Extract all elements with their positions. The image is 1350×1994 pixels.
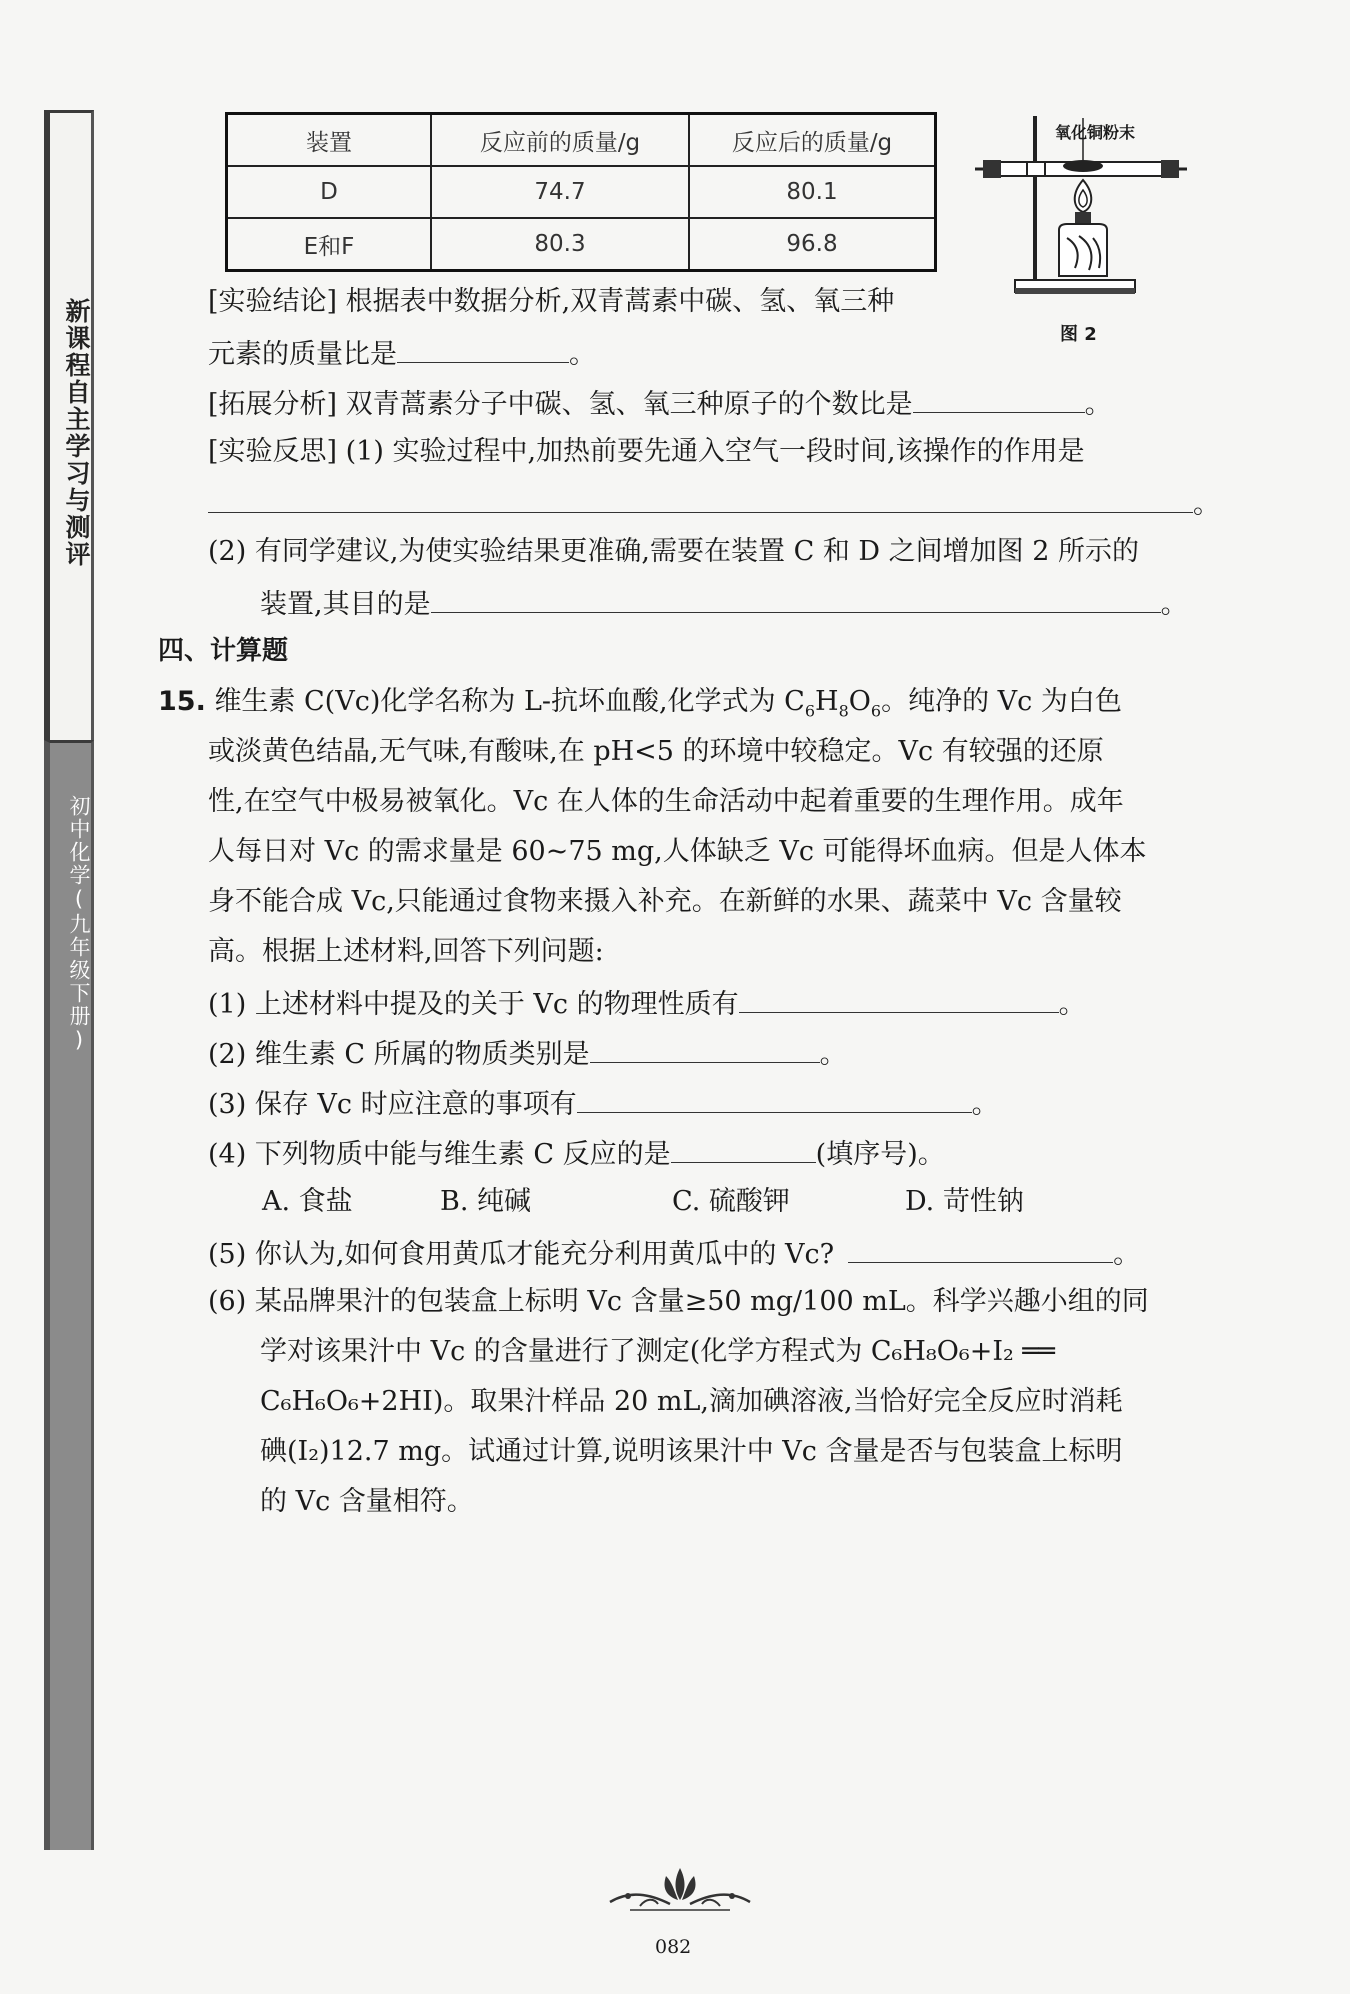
period: 。 xyxy=(1084,389,1112,420)
sub-question-6-line-2: 学对该果汁中 Vc 的含量进行了测定(化学方程式为 C₆H₈O₆+I₂ ══ xyxy=(260,1336,1055,1367)
option-c: C. 硫酸钾 xyxy=(672,1186,790,1217)
period: 。 xyxy=(971,1089,999,1120)
reflect-answer-line xyxy=(208,486,1220,521)
sub1-text: (1) 上述材料中提及的关于 Vc 的物理性质有 xyxy=(208,989,739,1020)
section-title: 四、计算题 xyxy=(158,636,289,666)
q15-line-2: 或淡黄色结晶,无气味,有酸味,在 pH<5 的环境中较稳定。Vc 有较强的还原 xyxy=(208,736,1104,767)
option-d: D. 苛性钠 xyxy=(905,1186,1024,1217)
q15-line-4: 人每日对 Vc 的需求量是 60~75 mg,人体缺乏 Vc 可能得坏血病。但是人体本 xyxy=(208,836,1147,867)
subscript: 6 xyxy=(870,701,882,721)
conclusion-line-1: [实验结论] 根据表中数据分析,双青蒿素中碳、氢、氧三种 xyxy=(208,286,895,317)
period: 。 xyxy=(1113,1239,1141,1270)
conclusion-text: 元素的质量比是 xyxy=(208,339,397,370)
sub3-text: (3) 保存 Vc 时应注意的事项有 xyxy=(208,1089,577,1120)
sub2-text: (2) 维生素 C 所属的物质类别是 xyxy=(208,1039,590,1070)
subscript: 6 xyxy=(804,701,816,721)
period: 。 xyxy=(1193,489,1220,520)
period: 。 xyxy=(819,1039,847,1070)
side-tab-book-title-text: 新课程自主学习与测评 xyxy=(62,298,91,568)
sub4-text: (4) 下列物质中能与维生素 C 反应的是 xyxy=(208,1139,671,1170)
answer-blank[interactable] xyxy=(848,1236,1113,1263)
side-tab-book-title xyxy=(44,110,94,740)
answer-blank[interactable] xyxy=(913,386,1085,413)
period: 。 xyxy=(569,339,596,370)
table-row xyxy=(227,166,936,218)
table-row xyxy=(227,218,936,271)
q15-line-3: 性,在空气中极易被氧化。Vc 在人体的生命活动中起着重要的生理作用。成年 xyxy=(208,786,1124,817)
answer-blank[interactable] xyxy=(397,336,569,363)
sub-question-6-line-3: C₆H₆O₆+2HI)。取果汁样品 20 mL,滴加碘溶液,当恰好完全反应时消耗 xyxy=(260,1386,1123,1417)
answer-blank[interactable] xyxy=(431,586,1161,613)
table-cell: E和F xyxy=(227,218,432,271)
period: 。 xyxy=(1058,989,1086,1020)
table-cell: 96.8 xyxy=(689,218,936,271)
reflect-line-1: [实验反思] (1) 实验过程中,加热前要先通入空气一段时间,该操作的作用是 xyxy=(208,436,1085,467)
sub-question-3 xyxy=(208,1086,999,1121)
reflect-line-2b xyxy=(260,586,1188,621)
reflect-line-2a: (2) 有同学建议,为使实验结果更准确,需要在装置 C 和 D 之间增加图 2 所示的 xyxy=(208,536,1139,567)
answer-blank[interactable] xyxy=(590,1036,820,1063)
extension-line xyxy=(208,386,1112,421)
mass-data-table xyxy=(225,112,937,272)
q15-text: 维生素 C(Vc)化学名称为 L-抗坏血酸,化学式为 C xyxy=(214,686,805,717)
table-cell: 80.3 xyxy=(431,218,689,271)
table-header-cell: 装置 xyxy=(227,114,432,167)
figure-label: 氧化铜粉末 xyxy=(1055,123,1136,142)
q15-line-6: 高。根据上述材料,回答下列问题: xyxy=(208,936,604,967)
answer-blank[interactable] xyxy=(739,986,1059,1013)
q15-text: 。纯净的 Vc 为白色 xyxy=(881,686,1122,717)
sub5-text: (5) 你认为,如何食用黄瓜才能充分利用黄瓜中的 Vc? xyxy=(208,1239,835,1270)
figure-caption: 图 2 xyxy=(1060,324,1097,345)
answer-blank[interactable] xyxy=(577,1086,972,1113)
sub-question-6-line-4: 碘(I₂)12.7 mg。试通过计算,说明该果汁中 Vc 含量是否与包装盒上标明 xyxy=(260,1436,1123,1467)
extension-text: [拓展分析] 双青蒿素分子中碳、氢、氧三种原子的个数比是 xyxy=(208,389,913,420)
apparatus-figure xyxy=(975,108,1195,348)
table-cell: D xyxy=(227,166,432,218)
sub-question-2 xyxy=(208,1036,847,1071)
side-tab-subject-text: 初中化学(九年级下册) xyxy=(67,795,91,1054)
answer-blank[interactable] xyxy=(208,486,1193,513)
q15-line-5: 身不能合成 Vc,只能通过食物来摄入补充。在新鲜的水果、蔬菜中 Vc 含量较 xyxy=(208,886,1122,917)
page-number: 082 xyxy=(655,1936,692,1958)
table-cell: 74.7 xyxy=(431,166,689,218)
sub4-tail: (填序号)。 xyxy=(815,1139,945,1170)
table-header-cell: 反应后的质量/g xyxy=(689,114,936,167)
subscript: 8 xyxy=(838,701,849,721)
sub-question-5 xyxy=(208,1236,1140,1271)
formula-h: H xyxy=(815,686,839,717)
sub-question-1 xyxy=(208,986,1086,1021)
question-number: 15. xyxy=(158,686,206,717)
table-header-row xyxy=(227,114,936,167)
q15-line-1 xyxy=(158,686,1122,721)
footer-ornament-icon xyxy=(600,1860,760,1920)
table-cell: 80.1 xyxy=(689,166,936,218)
table-header-cell: 反应前的质量/g xyxy=(431,114,689,167)
sub-question-4 xyxy=(208,1136,945,1171)
answer-blank[interactable] xyxy=(671,1136,816,1163)
option-a: A. 食盐 xyxy=(262,1186,353,1217)
option-b: B. 纯碱 xyxy=(440,1186,532,1217)
period: 。 xyxy=(1160,589,1188,620)
sub-question-6-line-5: 的 Vc 含量相符。 xyxy=(260,1486,474,1517)
side-tab-subject xyxy=(44,740,94,1850)
formula-o: O xyxy=(848,686,871,717)
reflect-2b-text: 装置,其目的是 xyxy=(260,589,431,620)
conclusion-line-2 xyxy=(208,336,596,371)
sub-question-6-line-1: (6) 某品牌果汁的包装盒上标明 Vc 含量≥50 mg/100 mL。科学兴趣小组的同 xyxy=(208,1286,1149,1317)
